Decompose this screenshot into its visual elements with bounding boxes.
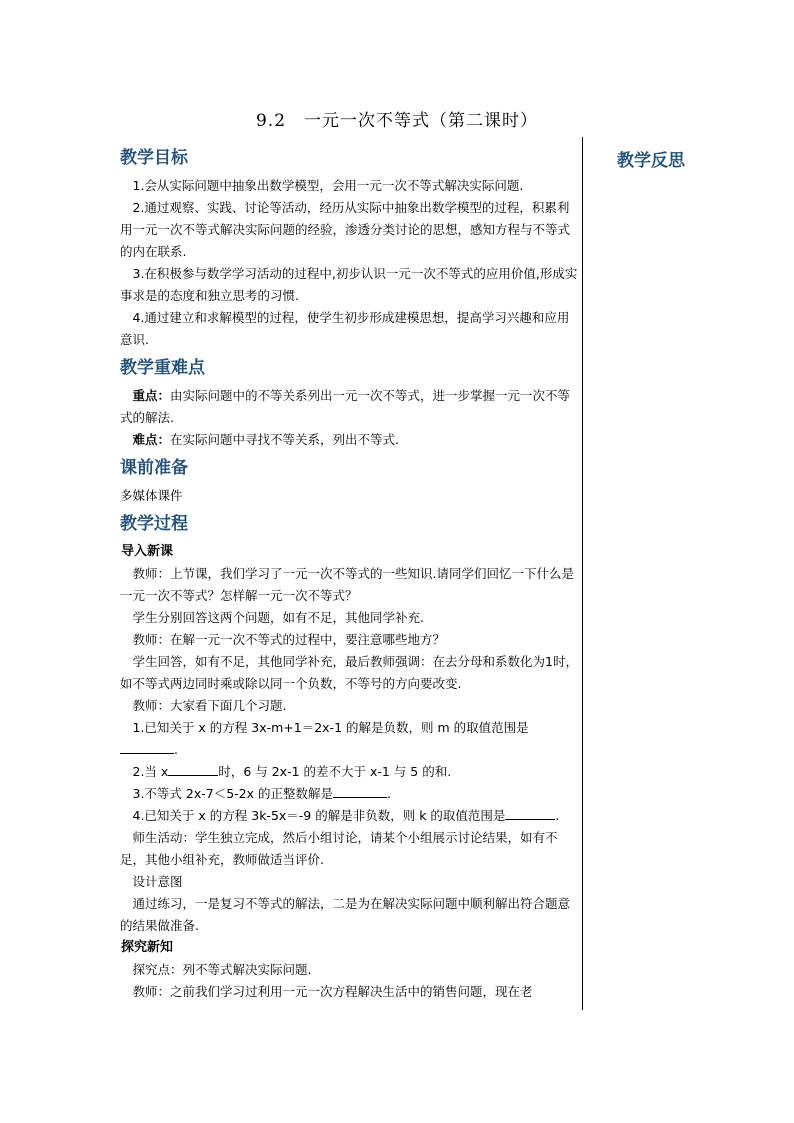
goal-item: 1.会从实际问题中抽象出数学模型，会用一元一次不等式解决实际问题. <box>132 178 524 193</box>
exercise-text: 1.已知关于 x 的方程 3x-m+1＝2x-1 的解是负数，则 m 的取值范围是 <box>132 720 529 735</box>
answer-blank <box>333 783 387 798</box>
main-column <box>120 145 578 1003</box>
difficulty-point <box>120 429 578 451</box>
exercise-1 <box>120 717 578 761</box>
exercise-text: 3.不等式 2x-7＜5-2x 的正整数解是 <box>132 786 334 801</box>
goals-heading: 教学目标 <box>120 148 188 168</box>
intro-heading: 导入新课 <box>121 544 174 559</box>
explore-heading: 探究新知 <box>121 940 174 955</box>
difficulty-text: 在实际问题中寻找不等关系，列出不等式. <box>170 432 399 447</box>
reflection-heading: 教学反思 <box>617 151 685 171</box>
keypoints-heading: 教学重难点 <box>120 358 205 378</box>
paragraph: 探究点：列不等式解决实际问题. <box>132 962 312 977</box>
paragraph: 学生分别回答这两个问题，如有不足，其他同学补充. <box>132 610 424 625</box>
goal-item: 4.通过建立和求解模型的过程，使学生初步形成建模思想，提高学习兴趣和应用意识. <box>120 310 570 347</box>
prep-text: 多媒体课件 <box>120 488 183 503</box>
exercise-text-end: . <box>555 808 560 823</box>
key-text: 由实际问题中的不等关系列出一元一次不等式，进一步掌握一元一次不等式的解法. <box>120 388 571 425</box>
paragraph: 学生回答，如有不足，其他同学补充，最后教师强调：在去分母和系数化为1时，如不等式两边同时乘或除以同一个负数，不等号的方向要改变. <box>120 654 578 691</box>
goal-item: 2.通过观察、实践、讨论等活动，经历从实际中抽象出数学模型的过程，积累利用一元一次不等式解决实际问题的经验，渗透分类讨论的思想，感知方程与不等式的内在联系. <box>120 200 571 259</box>
key-label: 重点： <box>132 388 171 403</box>
goal-item: 3.在积极参与数学学习活动的过程中,初步认识一元一次不等式的应用价值,形成实事求是的态度和独立思考的习惯. <box>120 266 578 303</box>
paragraph: 通过练习，一是复习不等式的解法，二是为在解决实际问题中顺利解出符合题意的结果做准备. <box>120 896 571 933</box>
design-label: 设计意图 <box>132 874 183 889</box>
paragraph: 师生活动：学生独立完成，然后小组讨论，请某个小组展示讨论结果，如有不足，其他小组补充，教师做适当评价. <box>120 830 558 867</box>
exercise-3 <box>120 783 578 805</box>
paragraph: 教师：之前我们学习过利用一元一次方程解决生活中的销售问题，现在老 <box>132 984 533 999</box>
page-title: 9.2 一元一次不等式（第二课时） <box>255 111 539 131</box>
exercise-text-end: 时，6 与 2x-1 的差不大于 x-1 与 5 的和. <box>218 764 452 779</box>
paragraph: 教师：上节课，我们学习了一元一次不等式的一些知识.请同学们回忆一下什么是一元一次不等式？怎样解一元一次不等式？ <box>120 566 574 603</box>
exercise-text-end: . <box>387 786 391 801</box>
paragraph: 教师：大家看下面几个习题. <box>132 698 287 713</box>
paragraph: 教师：在解一元一次不等式的过程中，要注意哪些地方？ <box>132 632 446 647</box>
answer-blank <box>168 761 218 776</box>
answer-blank <box>505 805 555 820</box>
exercise-text: 4.已知关于 x 的方程 3k-5x＝-9 的解是非负数，则 k 的取值范围是 <box>132 808 506 823</box>
prep-heading: 课前准备 <box>120 458 188 478</box>
exercise-4 <box>120 805 578 827</box>
exercise-text: 2.当 x <box>132 764 169 779</box>
exercise-2 <box>120 761 578 783</box>
key-point <box>120 385 578 429</box>
column-divider <box>582 137 583 1010</box>
answer-blank <box>120 739 174 754</box>
process-heading: 教学过程 <box>120 514 188 534</box>
difficulty-label: 难点： <box>132 432 171 447</box>
exercise-text-end: . <box>174 742 178 757</box>
